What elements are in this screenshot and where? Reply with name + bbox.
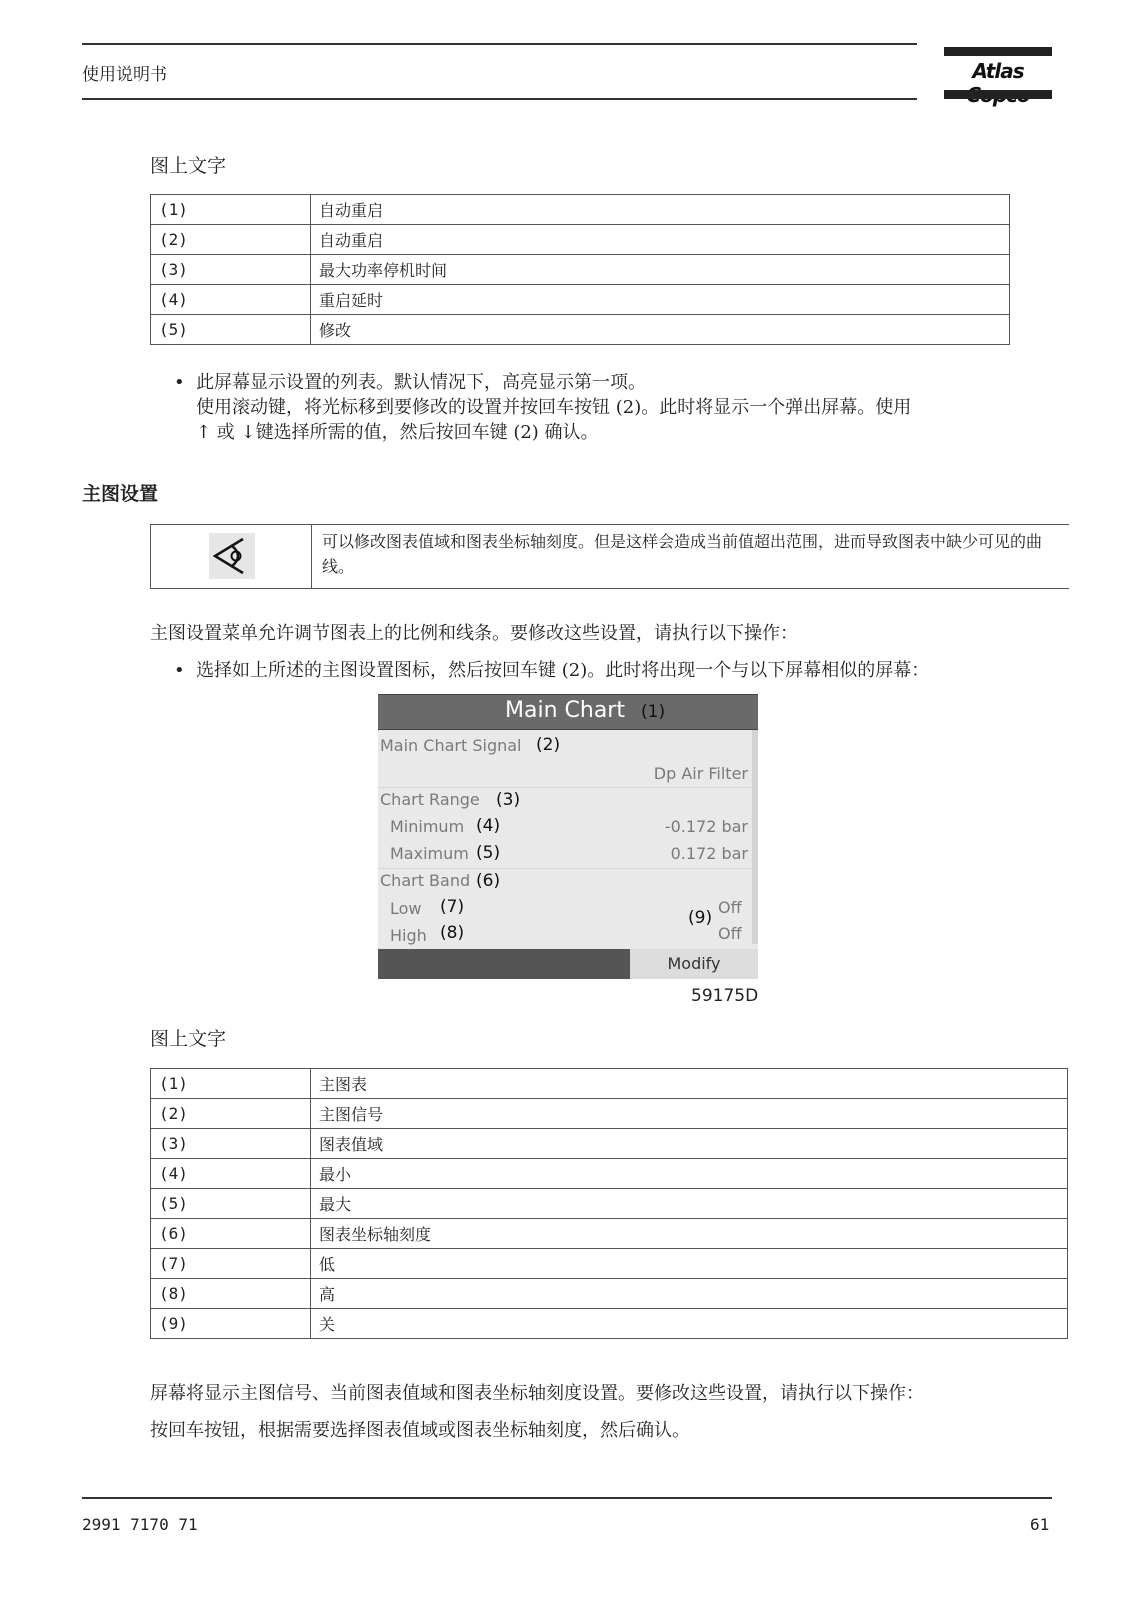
row-text: 最大 [311,1189,1068,1219]
row-text: 图表值域 [311,1129,1068,1159]
screen-title: Main Chart [505,698,625,723]
modify-button[interactable]: Modify [630,949,758,979]
row-text: 重启延时 [311,285,1010,315]
table-row [151,1189,1068,1219]
row-number: (1) [151,1069,311,1099]
row-number: (2) [151,225,311,255]
bullet1-paragraph [174,370,1074,445]
table-row [151,255,1010,285]
intro-bullet-text: 选择如上所述的主图设置图标，然后按回车键 (2)。此时将出现一个与以下屏幕相似的屏幕： [196,660,930,681]
table-row [151,285,1010,315]
row-text: 自动重启 [311,195,1010,225]
row-number: (4) [151,285,311,315]
intro-bullet [174,658,1074,683]
row-text: 高 [311,1279,1068,1309]
screen-scrollbar[interactable] [752,730,758,944]
row-text: 图表坐标轴刻度 [311,1219,1068,1249]
row-number: (7) [151,1249,311,1279]
note-box [150,524,1069,589]
figure-code: 59175D [691,986,759,1006]
chart-range-label: Chart Range [380,790,480,809]
callout-6: (6) [476,871,501,891]
atlas-copco-logo [944,47,1052,101]
logo-bottom-bar [944,90,1052,99]
bullet1-line1: 此屏幕显示设置的列表。默认情况下，高亮显示第一项。 [196,372,647,393]
row-number: (5) [151,1189,311,1219]
high-value[interactable]: Off [718,924,742,943]
table-row [151,1309,1068,1339]
main-chart-screen [378,694,758,978]
bullet-marker: • [174,660,197,681]
table-row [151,315,1010,345]
logo-top-bar [944,47,1052,56]
legend1-table [150,194,1010,345]
high-label: High [390,926,427,945]
table-row [151,1129,1068,1159]
table-row [151,1219,1068,1249]
maximum-value[interactable]: 0.172 bar [670,844,748,863]
callout-3: (3) [496,790,521,810]
callout-4: (4) [476,816,501,836]
minimum-label: Minimum [390,817,465,836]
callout-9: (9) [688,908,713,928]
page-number: 61 [1030,1515,1050,1534]
legend2-title: 图上文字 [150,1028,227,1050]
table-row [151,1279,1068,1309]
row-number: (6) [151,1219,311,1249]
table-row [151,1249,1068,1279]
footer-rule [82,1497,1052,1499]
callout-5: (5) [476,843,501,863]
row-text: 自动重启 [311,225,1010,255]
maximum-label: Maximum [390,844,469,863]
row-text: 最大功率停机时间 [311,255,1010,285]
main-chart-signal-label: Main Chart Signal [380,736,522,755]
row-number: (9) [151,1309,311,1339]
table-row [151,1159,1068,1189]
header-top-rule [82,43,917,45]
screen-separator [378,868,752,869]
row-text: 最小 [311,1159,1068,1189]
callout-1: (1) [641,702,666,722]
row-number: (5) [151,315,311,345]
bullet1-line2: 使用滚动键，将光标移到要修改的设置并按回车按钮 (2)。此时将显示一个弹出屏幕。使用 [196,397,912,418]
table-row [151,195,1010,225]
closing-line2: 按回车按钮，根据需要选择图表值域或图表坐标轴刻度，然后确认。 [150,1420,690,1441]
closing-paragraph [150,1375,1080,1449]
row-number: (2) [151,1099,311,1129]
bullet1-line3: ↑ 或 ↓键选择所需的值，然后按回车键 (2) 确认。 [196,422,599,443]
row-number: (4) [151,1159,311,1189]
callout-2: (2) [536,735,561,755]
screen-separator [378,787,752,788]
low-label: Low [390,899,422,918]
callout-8: (8) [440,923,465,943]
legend1-title: 图上文字 [150,155,227,177]
row-text: 修改 [311,315,1010,345]
bullet-marker: • [174,372,197,393]
screen-bottom-bar [378,949,630,979]
note-icon-cell [151,525,312,588]
row-number: (8) [151,1279,311,1309]
row-number: (3) [151,1129,311,1159]
screen-title-bar [378,694,758,730]
minimum-value[interactable]: -0.172 bar [664,817,748,836]
row-number: (3) [151,255,311,285]
table-row [151,225,1010,255]
row-number: (1) [151,195,311,225]
main-chart-signal-value[interactable]: Dp Air Filter [653,764,748,783]
legend2-table [150,1068,1068,1339]
eye-warning-icon [209,533,255,579]
low-value[interactable]: Off [718,898,742,917]
intro-text: 主图设置菜单允许调节图表上的比例和线条。要修改这些设置，请执行以下操作： [150,623,798,644]
section-heading: 主图设置 [82,483,159,505]
row-text: 主图表 [311,1069,1068,1099]
row-text: 关 [311,1309,1068,1339]
table-row [151,1099,1068,1129]
table-row [151,1069,1068,1099]
callout-7: (7) [440,897,465,917]
note-text: 可以修改图表值域和图表坐标轴刻度。但是这样会造成当前值超出范围，进而导致图表中缺少可见的曲线。 [322,532,1043,576]
header-bottom-rule [82,98,917,100]
row-text: 低 [311,1249,1068,1279]
chart-band-label: Chart Band [380,871,471,890]
header-title: 使用说明书 [82,65,167,85]
row-text: 主图信号 [311,1099,1068,1129]
logo-text: Atlas [972,59,1024,83]
closing-line1: 屏幕将显示主图信号、当前图表值域和图表坐标轴刻度设置。要修改这些设置，请执行以下操作： [150,1383,924,1404]
doc-number: 2991 7170 71 [82,1515,198,1534]
